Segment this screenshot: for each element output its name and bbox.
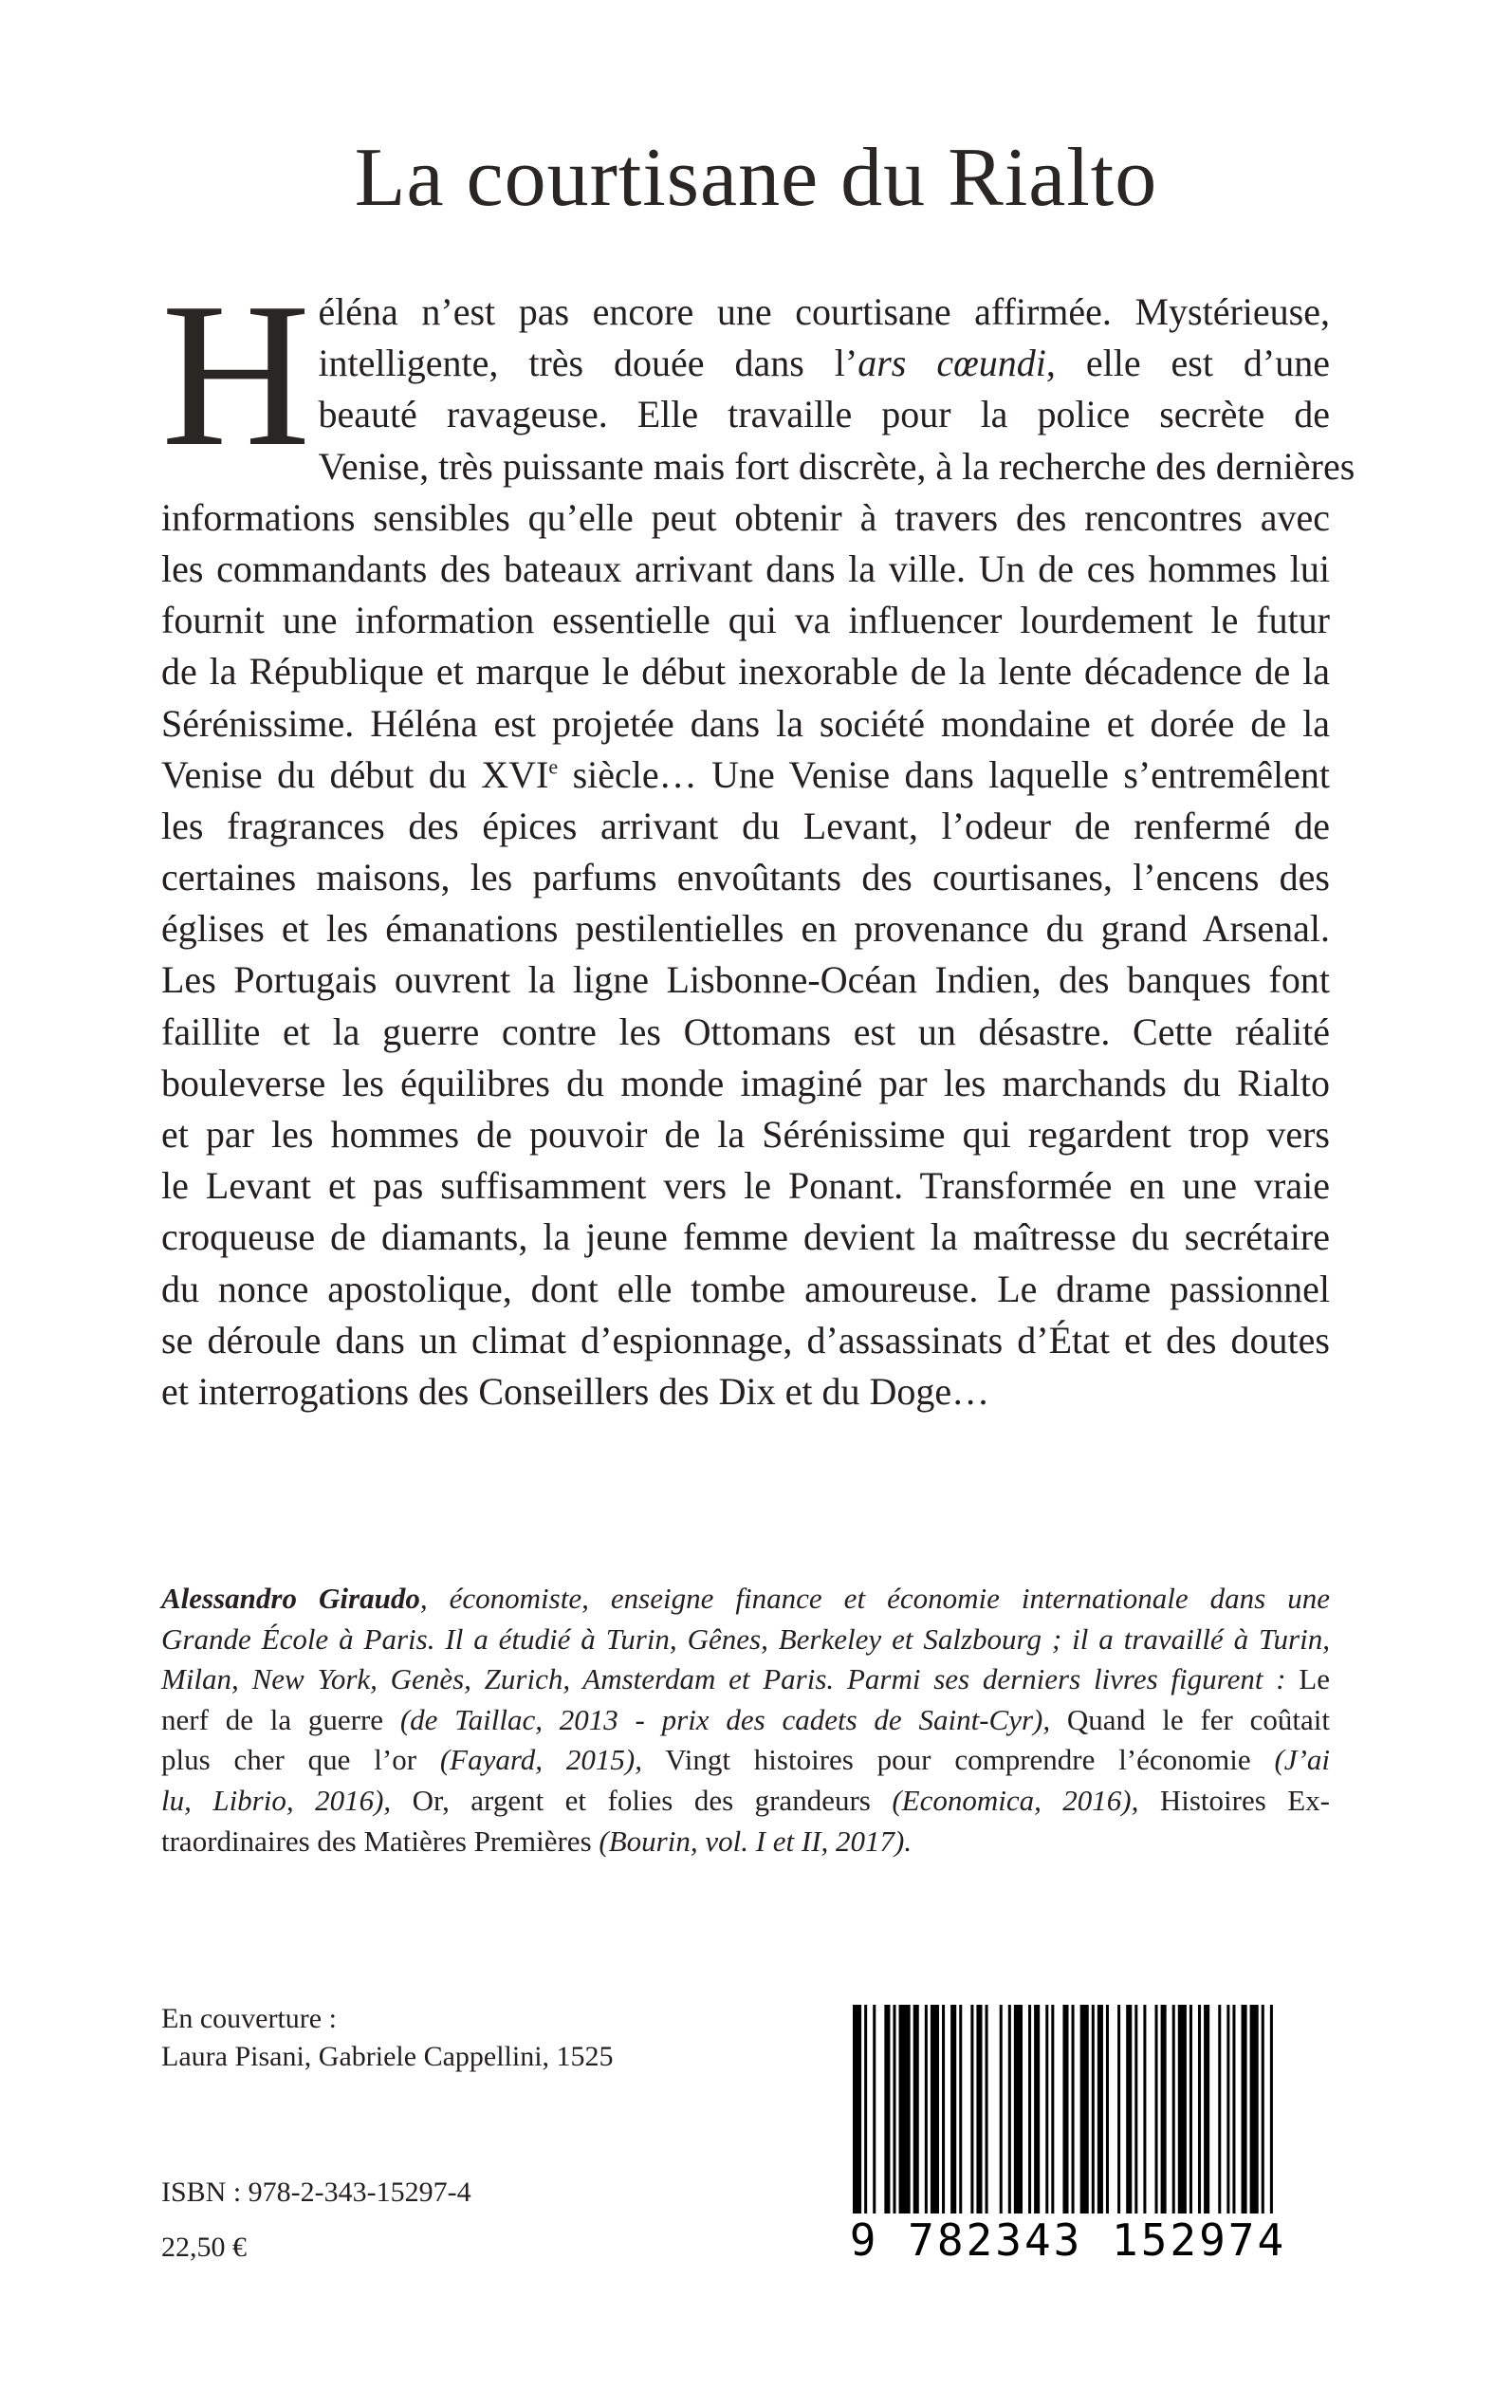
barcode-bar (1097, 2005, 1103, 2215)
synopsis (161, 261, 1355, 1417)
bio-line (161, 1579, 1330, 1620)
text-run: ars cœundi (857, 342, 1046, 385)
barcode-bar (1250, 2005, 1259, 2215)
synopsis-line (161, 389, 1330, 440)
synopsis-line (161, 287, 1330, 338)
barcode-bar (1051, 2005, 1054, 2215)
book-title: La courtisane du Rialto (354, 132, 1158, 224)
synopsis-line (161, 903, 1330, 954)
text-run: traordinaires des Matières Premières (161, 1824, 599, 1858)
text-run: , économiste, enseigne finance et économie internationale dans une (419, 1582, 1330, 1615)
synopsis-line (161, 1366, 1330, 1417)
synopsis-line (161, 852, 1330, 903)
barcode-bar (1155, 2005, 1158, 2215)
text-run: beauté ravageuse. Elle travaille pour la police secrète de (318, 393, 1330, 436)
synopsis-line (161, 1058, 1330, 1109)
barcode-bar (1218, 2005, 1221, 2215)
author-bio (161, 1579, 1330, 1862)
text-run: Venise du début du XVI (161, 752, 549, 796)
text-run: de la République et marque le début inexorable de la lente décadence de la (161, 650, 1330, 694)
barcode-bar (1226, 2005, 1229, 2215)
synopsis-text (161, 261, 1355, 1417)
text-run: Vingt histoires pour comprendre l’économie (641, 1743, 1275, 1777)
text-run: et interrogations des Conseillers des Dix et du Doge… (161, 1369, 990, 1413)
synopsis-line (161, 801, 1330, 852)
barcode-bar (1062, 2005, 1068, 2215)
barcode-bar (986, 2005, 988, 2215)
bio-line (161, 1781, 1330, 1822)
barcode-bar (884, 2005, 890, 2215)
barcode-digits: 9 782343 152974 (847, 2214, 1289, 2267)
barcode-bar (1008, 2005, 1011, 2215)
barcode-bar (970, 2005, 973, 2215)
synopsis-line (161, 441, 1355, 492)
barcode-bar (1126, 2005, 1132, 2215)
barcode-bar (1045, 2005, 1048, 2215)
text-run: (Economica, 2016), (892, 1783, 1139, 1817)
synopsis-line (161, 338, 1330, 389)
bio-line (161, 1659, 1330, 1700)
barcode-bar (1198, 2005, 1201, 2215)
text-run: certaines maisons, les parfums envoûtants des courtisanes, l’encens des (161, 856, 1330, 899)
text-run: éléna n’est pas encore une courtisane affirmée. Mystérieuse, (318, 290, 1330, 333)
barcode-bar (1028, 2005, 1031, 2215)
text-run: Venise, très puissante mais fort discrète, à la recherche des dernières (318, 444, 1355, 488)
cover-credit-artist: Laura Pisani, Gabriele Cappellini, 1525 (161, 2041, 614, 2072)
synopsis-line (161, 1264, 1330, 1315)
isbn: ISBN : 978-2-343-15297-4 (161, 2176, 471, 2208)
author-bio-text (161, 1579, 1330, 1862)
barcode-bar (1106, 2005, 1109, 2215)
text-run: Histoires Ex- (1138, 1783, 1331, 1817)
barcode-bar (1143, 2005, 1146, 2215)
barcode-bar (1014, 2005, 1023, 2215)
barcode-bar (976, 2005, 982, 2215)
text-run: croqueuse de diamants, la jeune femme devient la maîtresse du secrétaire (161, 1215, 1330, 1259)
text-run: , elle est d’une (1045, 342, 1330, 385)
barcode-bar (1189, 2005, 1192, 2215)
barcode-bar (1092, 2005, 1095, 2215)
synopsis-line (161, 1212, 1330, 1263)
synopsis-line (161, 1160, 1330, 1212)
bio-line (161, 1822, 1330, 1862)
text-run: e (548, 754, 559, 779)
text-run: Le (1285, 1662, 1330, 1696)
text-run: les commandants des bateaux arrivant dans la ville. Un de ces hommes lui (161, 546, 1330, 590)
barcode-bar (1117, 2005, 1120, 2215)
barcode-bar (950, 2005, 956, 2215)
text-run: (Fayard, 2015), (439, 1743, 642, 1777)
barcode-bar (942, 2005, 945, 2215)
barcode-bar (1000, 2005, 1003, 2215)
text-run: le Levant et pas suffisamment vers le Ponant. Transformée en une vraie (161, 1164, 1330, 1208)
barcode-bar (913, 2005, 919, 2215)
barcode-bar (873, 2005, 876, 2215)
text-run: du nonce apostolique, dont elle tombe amoureuse. Le drame passionnel (161, 1267, 1330, 1310)
cover-credit-label: En couverture : (161, 2003, 337, 2034)
cover-credit (161, 2000, 614, 2076)
synopsis-line (161, 595, 1330, 646)
barcode-bar (1242, 2005, 1247, 2215)
text-run: siècle… Une Venise dans laquelle s’entremêlent (558, 752, 1330, 796)
text-run: (Bourin, vol. I et II, 2017). (599, 1824, 913, 1858)
text-run: se déroule dans un climat d’espionnage, d’assassinats d’État et des doutes (161, 1318, 1330, 1361)
text-run: informations sensibles qu’elle peut obtenir à travers des rencontres avec (161, 495, 1330, 539)
barcode-bar (1172, 2005, 1175, 2215)
drop-cap: H (161, 261, 311, 490)
text-run: Or, argent et folies des grandeurs (391, 1783, 893, 1817)
text-run: Sérénissime. Héléna est projetée dans la société mondaine et dorée de la (161, 701, 1330, 745)
text-run: (de Taillac, 2013 - prix des cadets de Saint-Cyr), (399, 1702, 1051, 1736)
text-run: Alessandro Giraudo (161, 1582, 420, 1615)
text-run: (J’ai (1274, 1743, 1330, 1777)
barcode-bar (931, 2005, 939, 2215)
barcode-bar (1034, 2005, 1040, 2215)
text-run: fournit une information essentielle qui va influencer lourdement le futur (161, 599, 1330, 642)
price: 22,50 € (161, 2232, 247, 2263)
text-run: faillite et la guerre contre les Ottomans est un désastre. Cette réalité (161, 1010, 1330, 1053)
barcode-bar (925, 2005, 928, 2215)
text-run: Milan, New York, Genès, Zurich, Amsterdam et Paris. Parmi ses derniers livres figurent : (161, 1662, 1286, 1696)
text-run: intelligente, très douée dans l’ (318, 342, 858, 385)
barcode-bar (899, 2005, 911, 2215)
text-run: nerf de la guerre (161, 1702, 400, 1736)
synopsis-line (161, 646, 1330, 697)
barcode-bar (893, 2005, 895, 2215)
text-run: plus cher que l’or (161, 1743, 440, 1777)
synopsis-line (161, 750, 1330, 801)
synopsis-line (161, 1007, 1330, 1058)
text-run: Grande École à Paris. Il a étudié à Turin, Gênes, Berkeley et Salzbourg ; il a travaillé à Turin, (161, 1621, 1330, 1656)
barcode-bar (1204, 2005, 1209, 2215)
text-run: et par les hommes de pouvoir de la Sérénissime qui regardent trop vers (161, 1113, 1330, 1156)
synopsis-line (161, 492, 1330, 544)
synopsis-line (161, 1109, 1330, 1160)
barcode-bar (1178, 2005, 1187, 2215)
bio-line (161, 1700, 1330, 1741)
barcode-bar (1161, 2005, 1167, 2215)
text-run: églises et les émanations pestilentielles en provenance du grand Arsenal. (161, 907, 1330, 951)
synopsis-line (161, 954, 1330, 1006)
text-run: lu, Librio, 2016), (161, 1783, 392, 1817)
synopsis-line (161, 698, 1330, 750)
text-run: Les Portugais ouvrent la ligne Lisbonne-Océan Indien, des banques font (161, 958, 1330, 1002)
bio-line (161, 1740, 1330, 1781)
text-run: Quand le fer coûtait (1050, 1702, 1331, 1736)
text-run: bouleverse les équilibres du monde imaginé par les marchands du Rialto (161, 1061, 1330, 1104)
barcode-bar (1232, 2005, 1235, 2215)
synopsis-line (161, 544, 1330, 595)
barcode-bar (959, 2005, 962, 2215)
synopsis-line (161, 1315, 1330, 1366)
barcode-bar (1134, 2005, 1137, 2215)
bio-line (161, 1620, 1330, 1660)
text-run: les fragrances des épices arrivant du Levant, l’odeur de renfermé de (161, 804, 1330, 847)
